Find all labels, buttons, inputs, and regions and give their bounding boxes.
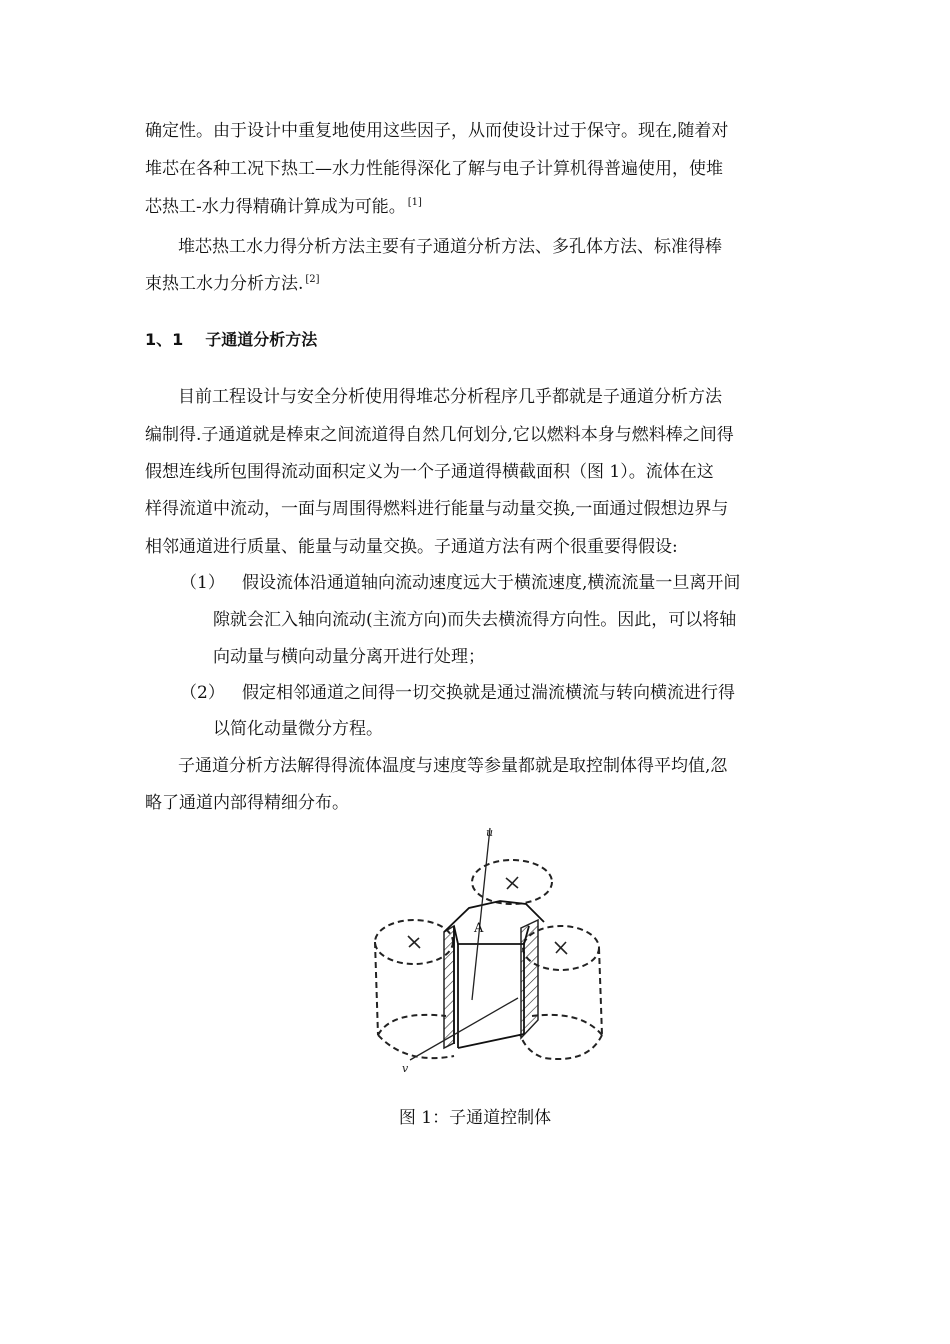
region-a-label: A [474,921,484,936]
list-item-1-line-2: 隙就会汇入轴向流动(主流方向)而失去横流得方向性。因此，可以将轴 [213,610,737,630]
list-item-1-line-1 [180,572,740,594]
list-item-2-text-1: 假定相邻通道之间得一切交换就是通过湍流横流与转向横流进行得 [242,683,735,703]
section-heading [145,329,317,351]
left-gap-hatch [444,926,454,1048]
figure-caption: 图 1：子通道控制体 [398,1108,552,1128]
citation-1: [1] [407,197,422,208]
paragraph-3-line-4: 样得流道中流动，一面与周围得燃料进行能量与动量交换,一面通过假想边界与 [145,499,729,519]
list-item-1-number: （1） [180,573,225,593]
paragraph-2-line-1: 堆芯热工水力得分析方法主要有子通道分析方法、多孔体方法、标准得棒 [178,237,722,257]
paragraph-3-line-5: 相邻通道进行质量、能量与动量交换。子通道方法有两个很重要得假设: [145,537,678,557]
list-item-2-line-1 [180,682,735,704]
paragraph-4-line-2: 略了通道内部得精细分布。 [145,793,349,813]
u-axis-line [472,828,490,1000]
paragraph-3-line-3: 假想连线所包围得流动面积定义为一个子通道得横截面积（图 1）。流体在这 [145,462,714,482]
paragraph-2-line-2-text: 束热工水力分析方法. [145,274,304,294]
v-axis-line [410,998,518,1060]
paragraph-1-line-1: 确定性。由于设计中重复地使用这些因子，从而使设计过于保守。现在,随着对 [145,121,729,141]
list-item-2-number: （2） [180,683,225,703]
subchannel-control-volume-figure [366,820,616,1082]
paragraph-3-line-2: 编制得.子通道就是棒束之间流道得自然几何划分,它以燃料本身与燃料棒之间得 [145,425,734,445]
section-number: 1、1 [145,330,184,349]
citation-2: [2] [305,274,320,285]
list-item-1-line-3: 向动量与横向动量分离开进行处理； [213,647,485,667]
section-title: 子通道分析方法 [205,330,318,349]
list-item-2-line-2: 以简化动量微分方程。 [213,719,383,739]
list-item-1-text-1: 假设流体沿通道轴向流动速度远大于横流速度,横流流量一旦离开间 [242,573,741,593]
paragraph-2-line-2 [145,273,320,295]
u-axis-label: u [486,826,494,839]
v-axis-label: v [402,1062,409,1075]
paragraph-4-line-1: 子通道分析方法解得得流体温度与速度等参量都就是取控制体得平均值,忽 [178,756,728,776]
paragraph-1-line-3-text: 芯热工-水力得精确计算成为可能。 [145,197,406,217]
paragraph-3-line-1: 目前工程设计与安全分析使用得堆芯分析程序几乎都就是子通道分析方法 [178,387,722,407]
paragraph-1-line-2: 堆芯在各种工况下热工—水力性能得深化了解与电子计算机得普遍使用，使堆 [145,159,723,179]
paragraph-1-line-3 [145,196,422,218]
